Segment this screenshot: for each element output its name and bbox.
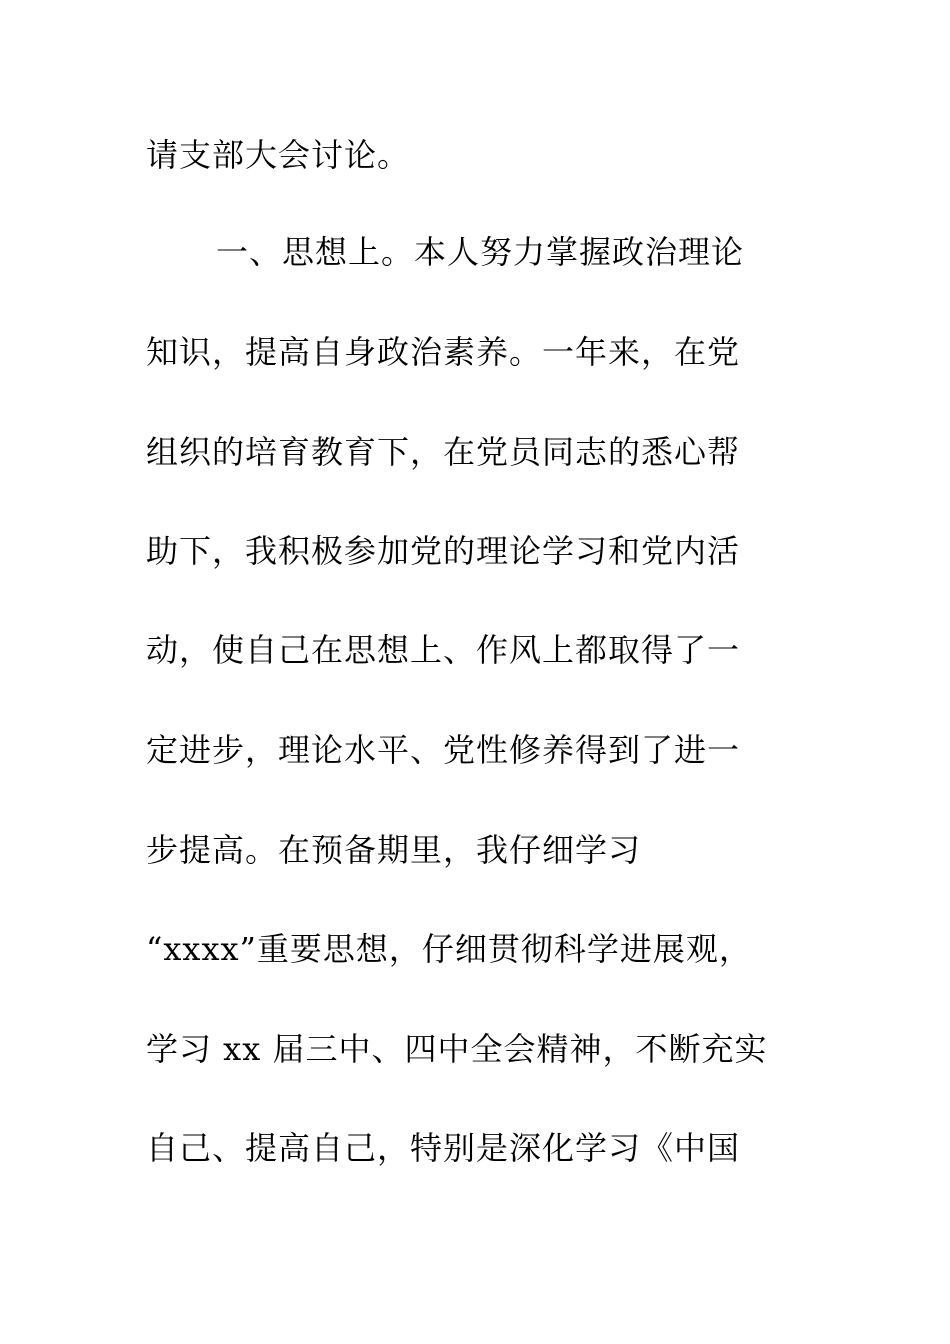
text-line-9: “xxxx”重要思想，仔细贯彻科学进展观，: [146, 930, 752, 968]
text-line-2: 一、思想上。本人努力掌握政治理论: [216, 233, 745, 271]
text-line-11: 自己、提高自己，特别是深化学习《中国: [146, 1129, 741, 1167]
text-line-10: 学习 xx 届三中、四中全会精神，不断充实: [146, 1030, 768, 1068]
text-line-7: 定进步，理论水平、党性修养得到了进一: [146, 731, 741, 769]
text-line-5: 助下，我积极参加党的理论学习和党内活: [146, 532, 741, 570]
text-line-3: 知识，提高自身政治素养。一年来，在党: [146, 333, 741, 371]
text-line-6: 动，使自己在思想上、作风上都取得了一: [146, 631, 741, 669]
text-line-4: 组织的培育教育下，在党员同志的悉心帮: [146, 433, 741, 471]
text-line-8: 步提高。在预备期里，我仔细学习: [146, 831, 642, 869]
text-line-1: 请支部大会讨论。: [146, 136, 411, 174]
